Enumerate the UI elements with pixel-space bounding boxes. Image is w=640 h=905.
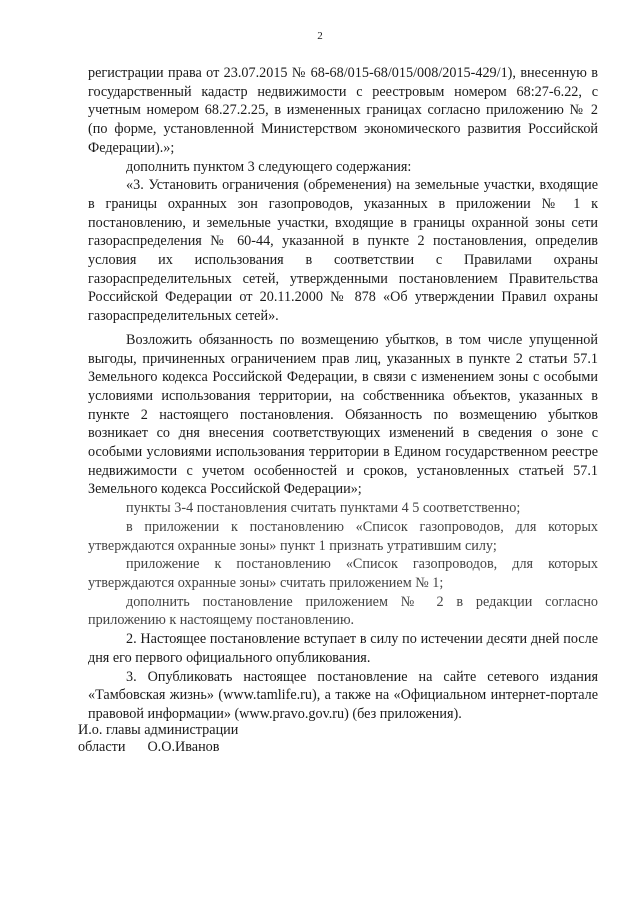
paragraph-registration: регистрации права от 23.07.2015 № 68-68/015-68/015/008/2015-429/1), внесенную в государственный кадастр недвижимости с реестровым номером 68:27-6.22, с учетным номером 68.27.2.25, в измененных границах согласно приложению № 2 (по форме, установленной Министерством экономического развития Российской Федерации).»;: [88, 65, 598, 156]
paragraph-publication: 3. Опубликовать настоящее постановление на сайте сетевого издания «Тамбовская жизнь» (www.tamlife.ru), а также на «Официальном интернет-портале правовой информации» (www.pravo.gov.ru) (без приложения).: [88, 668, 598, 722]
paragraph-add-appendix-2: дополнить постановление приложением № 2 в редакции согласно приложению к настоящему постановлению.: [88, 593, 598, 629]
paragraph-point-3-restrictions: «3. Установить ограничения (обременения) на земельные участки, входящие в границы охранных зон газопроводов, указанных в приложении № 1 к постановлению, и земельные участки, входящие в границы охранной зоны сети газораспределения № 60-44, указанной в пункте 2 постановления, определив условия их использования в соответствии с Правилами охраны газораспределительных сетей, утвержденными постановлением Правительства Российской Федерации от 20.11.2000 № 878 «Об утверждении Правил охраны газораспределительных сетей».: [88, 177, 598, 325]
page-number: 2: [317, 30, 323, 42]
signature-name: О.О.Иванов: [147, 739, 220, 755]
paragraph-add-point-3: дополнить пунктом 3 следующего содержания:: [126, 158, 412, 175]
signature-block: [78, 722, 238, 756]
signature-position: И.о. главы администрации: [78, 722, 239, 738]
paragraph-compensation: Возложить обязанность по возмещению убытков, в том числе упущенной выгоды, причиненных ограничением прав лиц, указанных в пункте 2 статьи 57.1 Земельного кодекса Российской Федерации, в связи с изменением зоны с особыми условиями использования территории, на собственника объектов, указанных в пункте 2 настоящего постановления. Обязанность по возмещению убытков возникает со дня внесения соответствующих изменений в сведения о зоне с особыми условиями использования территории в Едином государственном реестре недвижимости с учетом особенностей и сроков, установленных статьей 57.1 Земельного кодекса Российской Федерации»;: [88, 331, 598, 498]
signature-region: области: [78, 739, 126, 755]
document-body: [88, 64, 598, 724]
paragraph-appendix-point-1: в приложении к постановлению «Список газопроводов, для которых утверждаются охранные зоны» пункт 1 признать утратившим силу;: [88, 518, 598, 554]
paragraph-effective-date: 2. Настоящее постановление вступает в силу по истечении десяти дней после дня его первого официального опубликования.: [88, 631, 598, 666]
paragraph-renumber: пункты 3-4 постановления считать пунктами 4 5 соответственно;: [126, 500, 521, 517]
paragraph-appendix-rename: приложение к постановлению «Список газопроводов, для которых утверждаются охранные зоны» считать приложением № 1;: [88, 556, 598, 591]
signature-region-line: [78, 739, 238, 756]
